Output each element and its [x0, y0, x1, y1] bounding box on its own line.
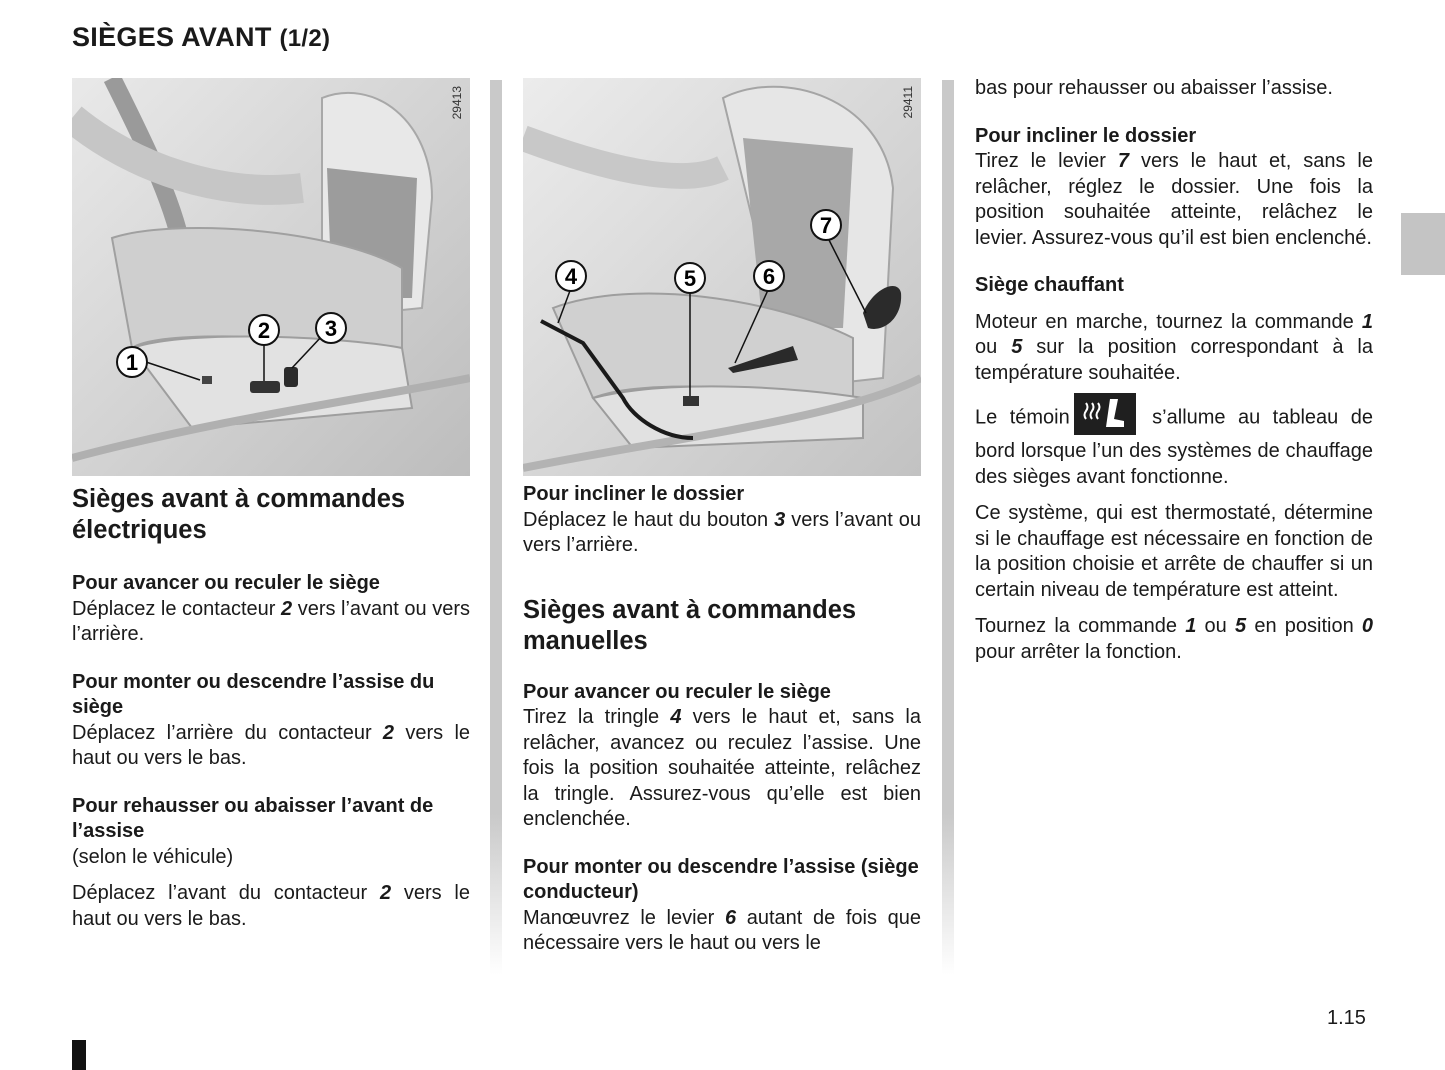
callout-7-label: 7 — [819, 213, 833, 238]
column-divider — [490, 80, 502, 975]
body-text: ou — [1196, 615, 1235, 637]
body-text: Tirez le levier — [975, 150, 1118, 172]
callout-2-label: 2 — [257, 318, 271, 343]
section-note: (selon le véhicule) — [72, 845, 234, 868]
ref-number: 0 — [1361, 615, 1374, 637]
ref-number: 3 — [774, 508, 786, 531]
section-body — [72, 881, 470, 932]
page-title — [72, 22, 330, 53]
body-text: en position — [1246, 615, 1362, 637]
section-title: Pour avancer ou reculer le siège — [523, 680, 831, 703]
section-body — [523, 508, 921, 559]
section-backrest-manual — [975, 124, 1373, 252]
ref-number: 1 — [1361, 310, 1373, 333]
heated-p2 — [975, 397, 1373, 490]
figure-code: 29411 — [901, 86, 915, 119]
section-heading-manual: Sièges avant à commandes manuelles — [523, 595, 857, 655]
body-text: vers l’avant ou vers l’arrière. — [523, 508, 921, 556]
ref-number: 1 — [1185, 615, 1197, 637]
callout-4-label: 4 — [564, 264, 578, 289]
ref-number: 4 — [670, 706, 682, 728]
section-title: Pour incliner le dossier — [523, 483, 745, 505]
section-title: Pour rehausser ou abaisser l’avant de l’assise — [72, 794, 434, 842]
callout-6-label: 6 — [762, 264, 776, 289]
body-text: pour arrêter la fonction. — [975, 640, 1182, 663]
column-3 — [975, 76, 1373, 665]
column-1 — [72, 78, 470, 932]
ref-number: 2 — [379, 882, 392, 904]
figure-code: 29413 — [450, 86, 464, 120]
section-title: Siège chauffant — [975, 274, 1124, 296]
column-2 — [523, 78, 921, 957]
callout-1-label: 1 — [125, 350, 139, 375]
ref-number: 5 — [1235, 615, 1247, 637]
body-text: vers le haut et, sans le relâcher, réglez le dossier. Une fois la position souhaitée atteinte, relâchez le levier. Assurez-vous qu’il est bien enclenché. — [975, 150, 1373, 249]
ref-number: 5 — [1011, 336, 1023, 358]
ref-number: 2 — [382, 721, 395, 744]
body-text: Déplacez le contacteur — [72, 597, 282, 620]
electric-seat-illustration — [72, 78, 470, 476]
body-text: sur la position correspondant à la température souhaitée. — [975, 336, 1373, 384]
section-body — [72, 721, 470, 772]
section-title: Pour incliner le dossier — [975, 124, 1197, 147]
section-continued — [975, 76, 1373, 102]
section-raise-electric — [72, 670, 470, 772]
body-text: s’allume au tableau de bord lorsque l’un des systèmes de chauffage des sièges avant fonctionne. — [975, 406, 1373, 488]
section-front-electric — [72, 794, 470, 933]
section-body — [523, 705, 921, 833]
title-text: SIÈGES AVANT — [72, 22, 272, 52]
body-text: vers l’avant ou vers l’arrière. — [72, 597, 470, 645]
body-text: Déplacez l’avant du contacteur — [72, 882, 380, 904]
title-part: (1/2) — [279, 25, 331, 52]
body-text: autant de fois que nécessaire vers le haut ou vers le — [523, 906, 921, 954]
section-advance-electric — [72, 571, 470, 648]
continued-text: bas pour rehausser ou abaisser l’assise. — [975, 77, 1333, 99]
heated-p1 — [975, 310, 1373, 387]
body-text: Tournez la commande — [975, 615, 1186, 637]
page-number: 1.15 — [1327, 1007, 1366, 1029]
section-thumb-tab — [1401, 213, 1445, 275]
section-body — [975, 149, 1373, 251]
callout-5-label: 5 — [683, 266, 697, 291]
electric-seat-figure — [72, 78, 470, 476]
body-text: Tirez la tringle — [523, 706, 671, 728]
body-text: ou — [975, 336, 1012, 358]
body-text: vers le haut et, sans la relâcher, avancez ou reculez l’assise. Une fois la position souhaitée atteinte, relâchez la tringle. Assurez-vous qu’elle est bien enclenchée. — [523, 706, 921, 830]
column-divider — [942, 80, 954, 975]
body-text: Le témoin — [975, 406, 1070, 429]
section-heading-electric: Sièges avant à commandes électriques — [72, 485, 406, 544]
callout-3-label: 3 — [324, 316, 338, 341]
body-text: vers le haut ou vers le bas. — [72, 721, 471, 769]
body-text: Déplacez l’arrière du contacteur — [72, 721, 383, 744]
section-body — [72, 597, 470, 648]
heated-p3: Ce système, qui est thermostaté, détermine si le chauffage est nécessaire en fonction de la position choisie et arrête de chauffer si un certain niveau de température est atteint. — [975, 502, 1373, 601]
section-title: Pour monter ou descendre l’assise (siège conducteur) — [523, 855, 919, 903]
body-text: Moteur en marche, tournez la commande — [975, 310, 1362, 333]
section-raise-manual — [523, 855, 921, 957]
manual-seat-figure — [523, 78, 921, 476]
body-text: Manœuvrez le levier — [523, 906, 725, 929]
body-text: Déplacez le haut du bouton — [523, 508, 775, 531]
heated-p4 — [975, 614, 1373, 665]
section-title: Pour avancer ou reculer le siège — [72, 572, 380, 594]
heated-seat-icon — [1074, 393, 1136, 435]
section-title: Pour monter ou descendre l’assise du siège — [72, 670, 435, 718]
section-backrest-electric — [523, 482, 921, 559]
section-advance-manual — [523, 680, 921, 833]
body-text: vers le haut ou vers le bas. — [72, 882, 470, 930]
ref-number: 2 — [281, 597, 293, 620]
section-heated-seat — [975, 273, 1373, 665]
manual-seat-illustration — [523, 78, 921, 476]
ref-number: 6 — [724, 906, 737, 929]
print-mark — [72, 1040, 86, 1070]
ref-number: 7 — [1117, 150, 1130, 172]
section-body — [523, 906, 921, 957]
